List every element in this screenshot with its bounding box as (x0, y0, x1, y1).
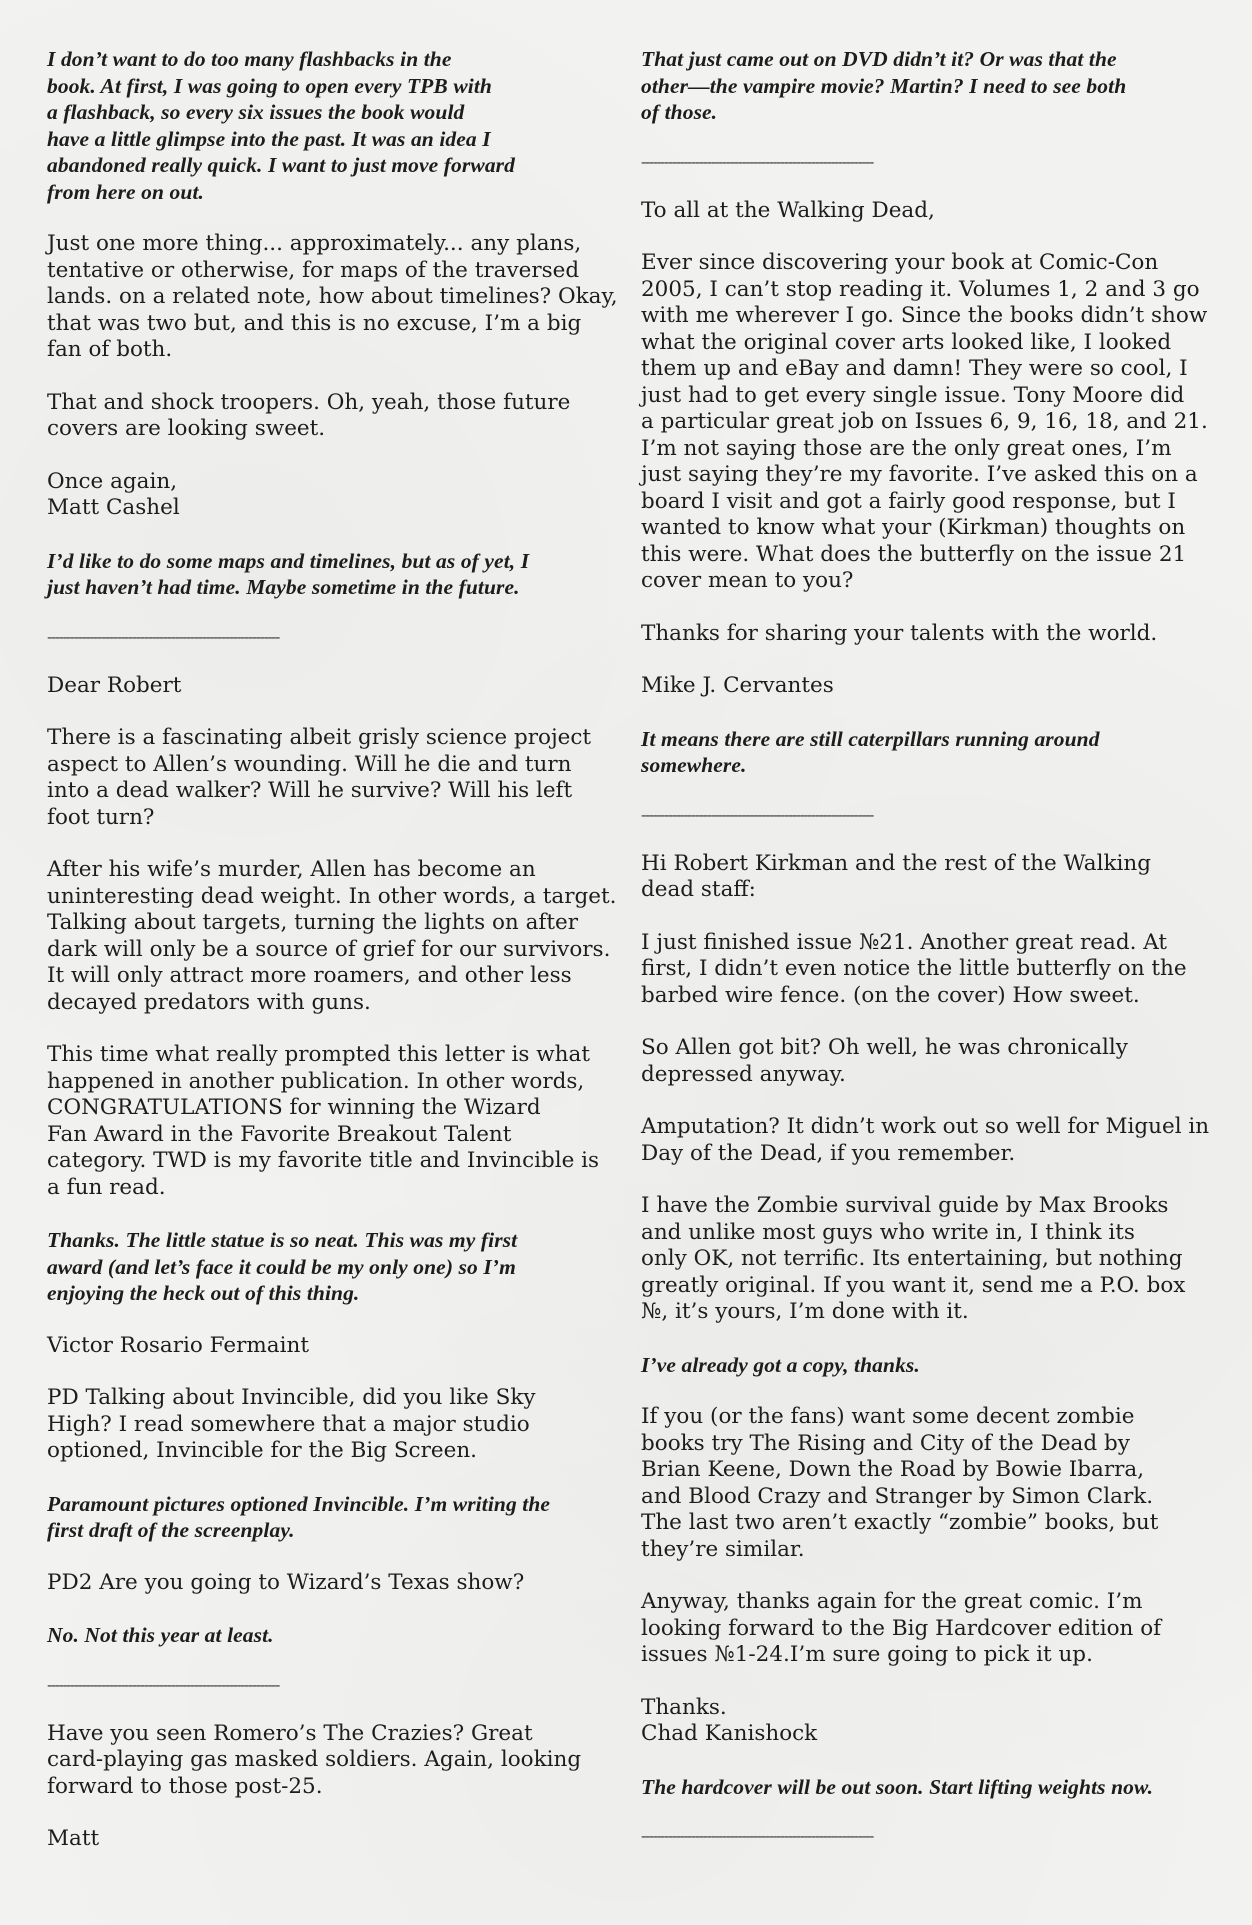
letter-paragraph: Matt (47, 1826, 100, 1851)
letter-separator: ------------------------------------------------------------ (47, 1675, 280, 1694)
right-column (641, 46, 1211, 1872)
letter-paragraph: If you (or the fans) want some decent zombie books try The Rising and City of the Dead by Brian Keene, Down the Road by Bowie Ibarra, and Blood Crazy and Stranger by Simon Clark. The last two aren’t exactly “zombie” books, but they’re similar. (641, 1404, 1159, 1562)
letter-paragraph: PD2 Are you going to Wizard’s Texas show? (47, 1569, 525, 1595)
letter-paragraph: This time what really prompted this letter is what happened in another publication. In other words, CONGRATULATIONS for winning the Wizard Fan Award in the Favorite Breakout Talent category. TWD is my favorite title and Invincible is a fun read. (47, 1042, 600, 1200)
editor-reply: No. Not this year at least. (47, 1623, 274, 1647)
letter-paragraph: Mike J. Cervantes (641, 673, 834, 698)
letter-paragraph: Anyway, thanks again for the great comic. I’m looking forward to the Big Hardcover edition of issues №1-24.I’m sure going to pick it up. (641, 1589, 1162, 1667)
letter-paragraph: So Allen got bit? Oh well, he was chronically depressed anyway. (641, 1035, 1128, 1087)
letter-separator: ------------------------------------------------------------ (47, 627, 280, 646)
editor-reply: I don’t want to do too many flashbacks in the book. At first, I was going to open every TPB with a flashback, so every six issues the book would have a little glimpse into the past. It was an idea I abandoned really quick. I want to just move forward from here on out. (47, 47, 515, 204)
editor-reply: Paramount pictures optioned Invincible. I’m writing the first draft of the screenplay. (47, 1491, 551, 1542)
editor-reply: I’d like to do some maps and timelines, but as of yet, I just haven’t had time. Maybe sometime in the future. (47, 548, 530, 599)
letter-paragraph: Ever since discovering your book at Comic-Con 2005, I can’t stop reading it. Volumes 1, 2 and 3 go with me wherever I go. Since the books didn’t show what the original cover arts looked like, I looked them up and eBay and damn! They were so cool, I just had to get every single issue. Tony Moore did a particular great job on Issues 6, 9, 16, 18, and 21. I’m not saying those are the only great ones, I’m just saying they’re my favorite. I’ve asked this on a board I visit and got a fairly good response, but I wanted to know what your (Kirkman) thoughts on this were. What does the butterfly on the issue 21 cover mean to you? (641, 250, 1208, 593)
editor-reply: I’ve already got a copy, thanks. (641, 1352, 920, 1377)
letter-paragraph: I have the Zombie survival guide by Max Brooks and unlike most guys who write in, I think its only OK, not terrific. Its entertaining, but nothing greatly original. If you want it, send me a P.O. box №, it’s yours, I’m done with it. (641, 1193, 1186, 1324)
editor-reply: It means there are still caterpillars running around somewhere. (641, 726, 1100, 777)
editor-reply: Thanks. The little statue is so neat. This was my first award (and let’s face it could be my only one) so I’m enjoying the heck out of this thing. (47, 1228, 518, 1305)
letter-paragraph: That and shock troopers. Oh, yeah, those future covers are looking sweet. (47, 389, 571, 441)
letter-separator: ------------------------------------------------------------ (641, 1827, 874, 1845)
letter-paragraph: PD Talking about Invincible, did you like Sky High? I read somewhere that a major studio optioned, Invincible for the Big Screen. (47, 1385, 536, 1463)
editor-reply: The hardcover will be out soon. Start lifting weights now. (641, 1774, 1154, 1799)
letter-paragraph: Have you seen Romero’s The Crazies? Great card-playing gas masked soldiers. Again, looking forward to those post-25. (47, 1720, 582, 1799)
letter-paragraph: Amputation? It didn’t work out so well for Miguel in Day of the Dead, if you remember. (641, 1114, 1210, 1166)
letter-separator: ------------------------------------------------------------ (641, 152, 874, 171)
letter-paragraph: Victor Rosario Fermaint (47, 1332, 309, 1358)
letter-paragraph: Once again, Matt Cashel (47, 468, 180, 520)
letter-separator: ------------------------------------------------------------ (641, 805, 874, 824)
letter-paragraph: Hi Robert Kirkman and the rest of the Walking dead staff: (641, 850, 1151, 902)
left-column (47, 46, 622, 1879)
letter-paragraph: After his wife’s murder, Allen has become an uninteresting dead weight. In other words, a target. Talking about targets, turning the lights on after dark will only be a source of grief for our survivors. It will only attract more roamers, and other less decayed predators with guns. (47, 857, 617, 1015)
letter-paragraph: Thanks. Chad Kanishock (641, 1694, 818, 1746)
editor-reply: That just came out on DVD didn’t it? Or was that the other—the vampire movie? Martin? I need to see both of those. (641, 47, 1127, 124)
letter-paragraph: There is a fascinating albeit grisly science project aspect to Allen’s wounding. Will he die and turn into a dead walker? Will he survive? Will his left foot turn? (47, 725, 592, 830)
letter-paragraph: I just finished issue №21. Another great read. At first, I didn’t even notice the little butterfly on the barbed wire fence. (on the cover) How sweet. (641, 929, 1187, 1008)
letter-paragraph: Thanks for sharing your talents with the world. (641, 620, 1158, 646)
letter-paragraph: Dear Robert (47, 672, 182, 698)
letter-paragraph: Just one more thing... approximately... any plans, tentative or otherwise, for maps of the traversed lands. on a related note, how about timelines? Okay, that was two but, and this is no excuse, I’m a big fan of both. (47, 231, 618, 362)
letter-paragraph: To all at the Walking Dead, (641, 197, 935, 223)
